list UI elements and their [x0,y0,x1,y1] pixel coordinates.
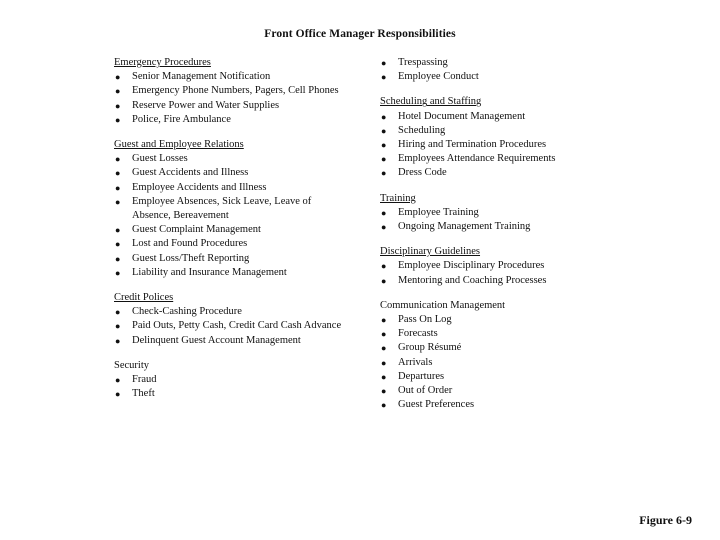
list-item-text: Theft [132,388,155,400]
list-item [380,259,610,273]
list-item-text: Guest Complaint Management [132,224,261,236]
list-item-text: Employee Absences, Sick Leave, Leave of Absence, Bereavement [132,195,312,222]
list-item [114,334,342,348]
bullet-icon: ● [115,182,121,193]
bullet-icon: ● [115,86,121,97]
list-item [114,305,342,319]
bullet-list [114,152,342,280]
list-item-text: Guest Loss/Theft Reporting [132,252,250,264]
bullet-icon: ● [381,168,387,179]
bullet-icon: ● [115,154,121,165]
bullet-list [380,110,610,181]
bullet-icon: ● [381,140,387,151]
list-item [380,166,610,180]
list-item [114,195,342,223]
list-item [380,110,610,124]
bullet-list [380,56,610,84]
section-heading: Guest and Employee Relations [114,139,244,151]
bullet-icon: ● [381,111,387,122]
section-security [114,359,342,402]
list-item-text: Arrivals [398,356,433,368]
bullet-icon: ● [115,335,121,346]
bullet-icon: ● [381,275,387,286]
bullet-icon: ● [381,357,387,368]
list-item [380,124,610,138]
list-item [380,206,610,220]
bullet-icon: ● [115,389,121,400]
bullet-icon: ● [381,72,387,83]
list-item-text: Hiring and Termination Procedures [398,139,547,151]
page-title: Front Office Manager Responsibilities [264,28,456,40]
bullet-icon: ● [381,371,387,382]
figure-label: Figure 6-9 [639,513,692,527]
bullet-list [114,373,342,401]
list-item [114,223,342,237]
bullet-icon: ● [381,207,387,218]
section-heading: Scheduling and Staffing [380,96,482,108]
list-item-text: Mentoring and Coaching Processes [398,274,547,286]
list-item [114,152,342,166]
list-item-text: Guest Losses [132,153,188,165]
list-item [380,398,610,412]
bullet-list [380,206,610,234]
bullet-list [380,313,610,412]
section-guest-and-employee-relations [114,138,342,280]
list-item-text: Reserve Power and Water Supplies [132,99,280,111]
section-disciplinary-guidelines [380,245,610,288]
list-item-text: Fraud [132,374,157,386]
list-item [114,252,342,266]
list-item-text: Employee Conduct [398,71,479,83]
bullet-list [114,305,342,348]
bullet-icon: ● [381,154,387,165]
list-item [380,327,610,341]
list-item [380,138,610,152]
section-scheduling-and-staffing [380,95,610,180]
list-item [380,341,610,355]
section-emergency-procedures [114,56,342,127]
list-item-text: Lost and Found Procedures [132,238,248,250]
list-item-text: Ongoing Management Training [398,221,531,233]
section-communication-management [380,299,610,413]
list-item-text: Hotel Document Management [398,110,526,122]
right-column [380,56,610,423]
list-item-text: Employee Training [398,206,479,218]
list-item-text: Scheduling [398,124,446,136]
section-credit-polices [114,291,342,348]
bullet-icon: ● [115,321,121,332]
list-item-text: Emergency Phone Numbers, Pagers, Cell Phones [132,85,339,97]
list-item [380,370,610,384]
section-continued [380,56,610,84]
section-heading: Emergency Procedures [114,57,211,68]
bullet-icon: ● [381,261,387,272]
list-item-text: Liability and Insurance Management [132,266,287,278]
list-item [114,99,342,113]
list-item-text: Employee Disciplinary Procedures [398,260,545,272]
bullet-icon: ● [381,400,387,411]
list-item [380,313,610,327]
list-item-text: Trespassing [398,57,448,68]
bullet-icon: ● [381,343,387,354]
list-item [380,274,610,288]
bullet-icon: ● [115,114,121,125]
bullet-icon: ● [381,222,387,233]
bullet-icon: ● [115,100,121,111]
list-item [380,152,610,166]
list-item-text: Group Résumé [398,342,462,354]
bullet-icon: ● [381,125,387,136]
list-item-text: Out of Order [398,385,453,397]
list-item [380,220,610,234]
bullet-icon: ● [115,168,121,179]
list-item [114,166,342,180]
list-item [114,84,342,98]
section-heading: Disciplinary Guidelines [380,246,481,258]
section-heading: Security [114,359,149,371]
list-item [114,373,342,387]
list-item-text: Police, Fire Ambulance [132,113,231,125]
list-item-text: Paid Outs, Petty Cash, Credit Card Cash Advance [132,320,342,332]
list-item-text: Pass On Log [398,314,452,326]
bullet-icon: ● [381,386,387,397]
list-item-text: Departures [398,370,445,382]
bullet-icon: ● [115,375,121,386]
bullet-icon: ● [115,307,121,318]
bullet-list [114,70,342,127]
bullet-icon: ● [115,253,121,264]
section-heading: Credit Polices [114,292,174,304]
bullet-icon: ● [115,239,121,250]
list-item-text: Employees Attendance Requirements [398,153,556,165]
list-item [114,70,342,84]
list-item-text: Delinquent Guest Account Management [132,334,301,346]
section-training [380,192,610,235]
list-item-text: Senior Management Notification [132,71,271,83]
list-item [380,356,610,370]
list-item [380,70,610,84]
left-column [114,56,342,412]
bullet-icon: ● [381,58,387,68]
bullet-icon: ● [115,72,121,83]
list-item-text: Check-Cashing Procedure [132,306,242,318]
list-item [114,266,342,280]
list-item [114,181,342,195]
bullet-icon: ● [381,315,387,326]
list-item [114,319,342,333]
list-item [114,113,342,127]
bullet-icon: ● [381,329,387,340]
section-heading: Training [380,192,416,204]
list-item-text: Forecasts [398,328,438,340]
list-item-text: Guest Preferences [398,399,475,411]
list-item [114,387,342,401]
section-heading: Communication Management [380,299,506,311]
list-item [380,56,610,70]
list-item [114,237,342,251]
bullet-list [380,259,610,287]
list-item-text: Employee Accidents and Illness [132,181,267,193]
list-item [380,384,610,398]
bullet-icon: ● [115,267,121,278]
bullet-icon: ● [115,196,121,207]
list-item-text: Guest Accidents and Illness [132,167,249,179]
bullet-icon: ● [115,225,121,236]
list-item-text: Dress Code [398,167,447,179]
